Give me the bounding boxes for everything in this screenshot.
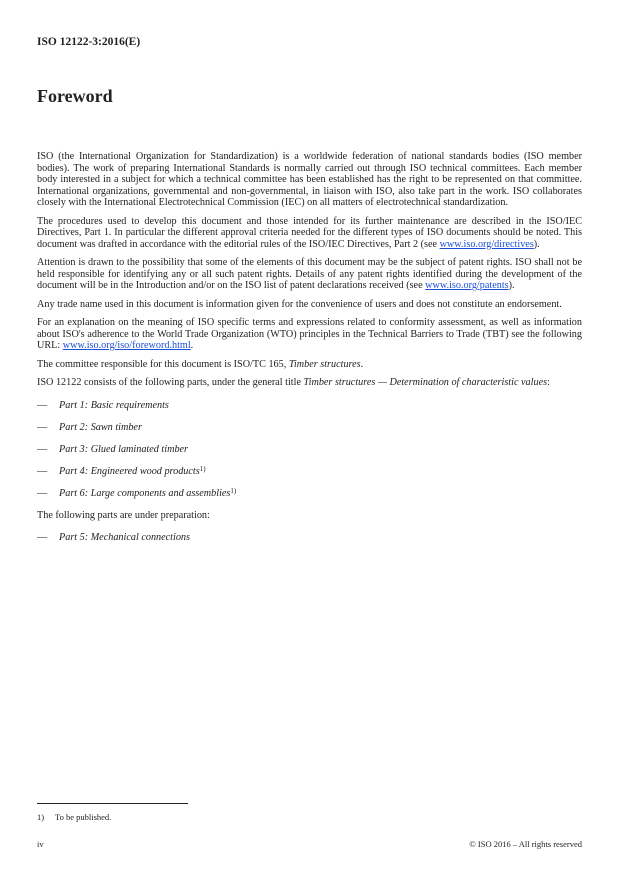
text: . xyxy=(190,340,194,351)
foreword-link[interactable]: www.iso.org/iso/foreword.html xyxy=(62,340,191,351)
part-label: Part 3: Glued laminated timber xyxy=(59,443,189,455)
section-title: Foreword xyxy=(37,86,113,106)
prep-intro: The following parts are under preparation: xyxy=(37,509,210,521)
footnote xyxy=(37,812,582,822)
text: The committee responsible for this document is ISO/TC 165, xyxy=(37,358,289,370)
page-footer xyxy=(37,839,582,849)
part-label: Part 5: Mechanical connections xyxy=(59,531,190,543)
page-number: iv xyxy=(37,839,44,849)
text: . xyxy=(360,358,364,370)
dash: — xyxy=(37,421,48,433)
footnote-ref[interactable]: 1) xyxy=(199,464,206,473)
italic-text: Timber structures — Determination of characteristic values xyxy=(303,377,548,388)
paragraph-conformity xyxy=(37,317,582,352)
text: : xyxy=(547,377,550,388)
list-item xyxy=(37,466,582,478)
text: ISO 12122 consists of the following parts, under the general title xyxy=(37,377,304,388)
part-label: Part 1: Basic requirements xyxy=(59,399,169,411)
directives-link[interactable]: www.iso.org/directives xyxy=(439,238,534,250)
part-label: Part 4: Engineered wood products xyxy=(59,465,200,477)
copyright: © ISO 2016 – All rights reserved xyxy=(469,839,582,849)
paragraph-committee xyxy=(37,359,582,371)
paragraph-iso-intro: ISO (the International Organization for Standardization) is a worldwide federation of national standards bodies (ISO member bodies). The work of preparing International Standards is normally carried out through ISO technical committees. Each member body interested in a subject for which a technical committee has been established has the right to be represented on that committee. International organizations, governmental and non-governmental, in liaison with ISO, also take part in the work. ISO collaborates closely with the International Electrotechnical Commission (IEC) on all matters of electrotechnical standardization. xyxy=(37,151,582,208)
paragraph-procedures xyxy=(37,216,582,251)
italic-text: Timber structures xyxy=(288,358,361,370)
list-item xyxy=(37,400,582,412)
footnote-text: To be published. xyxy=(55,812,112,822)
footnote-mark: 1) xyxy=(37,812,45,822)
part-label: Part 2: Sawn timber xyxy=(59,421,142,433)
dash: — xyxy=(37,443,48,455)
footnote-divider xyxy=(37,803,188,804)
patents-link[interactable]: www.iso.org/patents xyxy=(425,280,509,291)
part-label: Part 6: Large components and assemblies xyxy=(59,487,231,499)
document-header: ISO 12122-3:2016(E) xyxy=(37,36,141,48)
text: ). xyxy=(508,280,515,291)
dash: — xyxy=(37,531,48,543)
dash: — xyxy=(37,487,48,499)
paragraph-trade-name: Any trade name used in this document is information given for the convenience of users and does not constitute an endorsement. xyxy=(37,298,562,310)
text: ). xyxy=(533,238,540,250)
paragraph-parts-intro xyxy=(37,377,582,389)
paragraph-patents xyxy=(37,257,582,292)
list-item xyxy=(37,488,582,500)
list-item xyxy=(37,444,582,456)
footnote-ref[interactable]: 1) xyxy=(230,486,237,495)
text: For an explanation on the meaning of ISO specific terms and expressions related to conformity assessment, as well as information about ISO's adherence to the World Trade Organization (WTO) principles in the Technical Barriers to Trade (TBT) see the following URL: xyxy=(37,317,582,351)
text: The procedures used to develop this document and those intended for its further maintenance are described in the ISO/IEC Directives, Part 1. In particular the different approval criteria needed for the different types of ISO documents should be noted. This document was drafted in accordance with the editorial rules of the ISO/IEC Directives, Part 2 (see xyxy=(37,215,582,250)
document-body xyxy=(37,151,582,554)
list-item xyxy=(37,422,582,434)
dash: — xyxy=(37,399,48,411)
list-item xyxy=(37,532,582,544)
text: Attention is drawn to the possibility that some of the elements of this document may be the subject of patent rights. ISO shall not be held responsible for identifying any or all such patent rights. Details of any patent rights identified during the development of the document will be in the Introduction and/or on the ISO list of patent declarations received (see xyxy=(37,257,582,291)
dash: — xyxy=(37,465,48,477)
